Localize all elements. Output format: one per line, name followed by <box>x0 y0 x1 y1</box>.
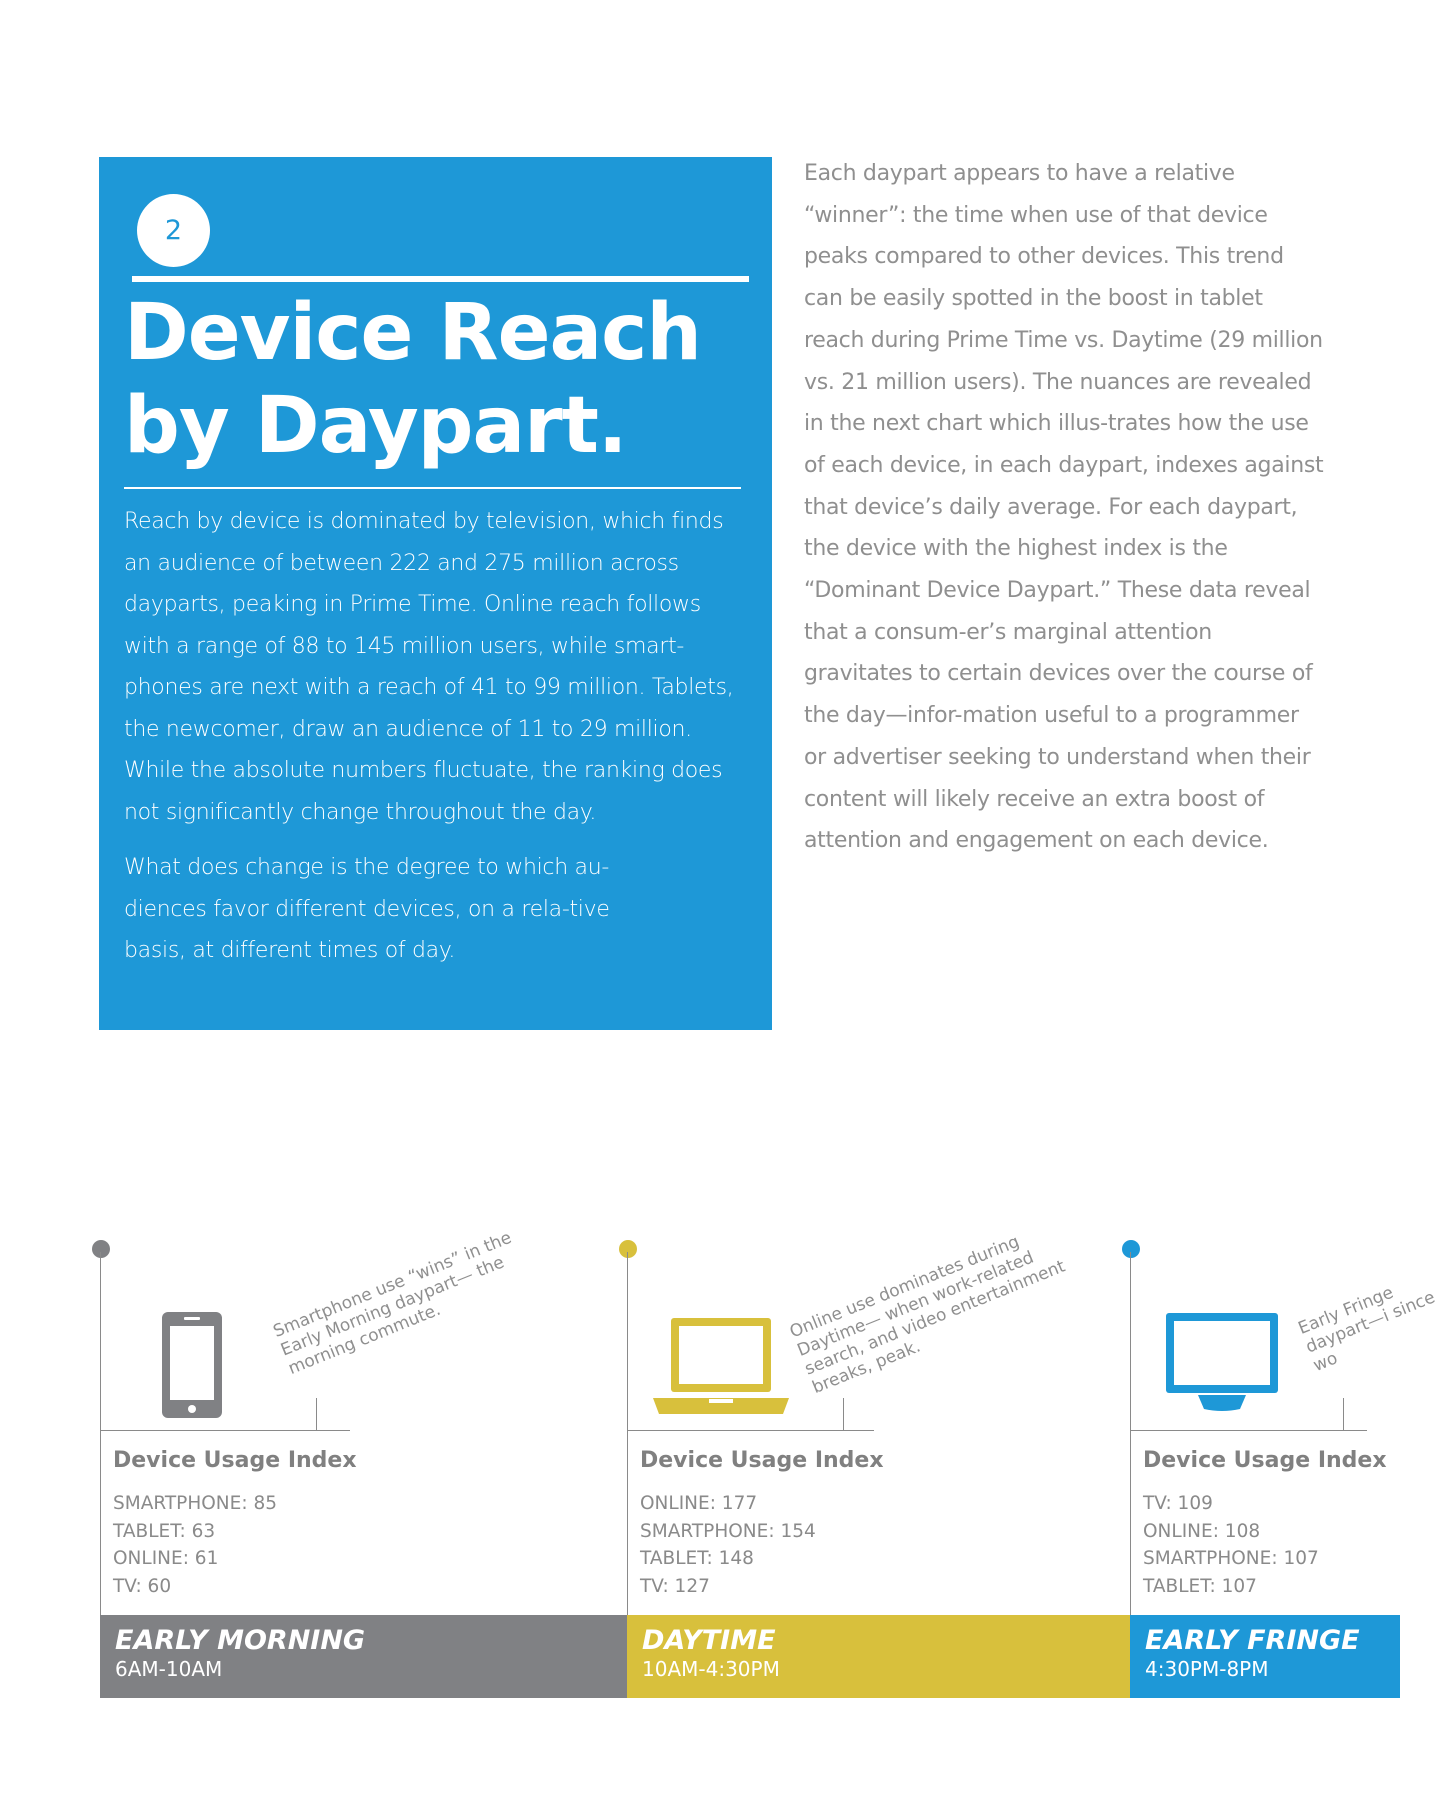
tv-monitor-icon <box>1166 1313 1278 1411</box>
divider-line <box>1130 1430 1367 1431</box>
heading-top-rule <box>132 276 749 282</box>
note-tick <box>316 1398 317 1431</box>
timeline-dot <box>1122 1240 1140 1258</box>
device-usage-index-list <box>113 1490 277 1600</box>
index-item: SMARTPHONE: 154 <box>640 1520 816 1542</box>
index-item: ONLINE: 61 <box>113 1548 219 1569</box>
intro-paragraph-2: What does change is the degree to which au-diences favor different devices, on a rela-tive basis, at different times of day. <box>124 855 610 963</box>
divider-line <box>100 1430 350 1431</box>
daypart-band <box>1130 1615 1400 1698</box>
intro-panel <box>99 157 772 1030</box>
daypart-early-morning <box>100 1227 627 1700</box>
index-item: SMARTPHONE: 85 <box>113 1493 277 1514</box>
index-item: SMARTPHONE: 107 <box>1143 1548 1319 1569</box>
timeline-line <box>1130 1252 1131 1630</box>
note-tick <box>1343 1398 1344 1431</box>
index-item: TV: 127 <box>640 1575 710 1597</box>
index-item: TV: 109 <box>1143 1493 1213 1514</box>
daypart-band <box>627 1615 1130 1698</box>
index-item: TABLET: 148 <box>640 1548 754 1569</box>
section-number-badge: 2 <box>137 194 210 267</box>
daypart-note: Early Fringe daypart—i since wo <box>1295 1282 1438 1376</box>
index-item: TABLET: 107 <box>1143 1575 1257 1597</box>
index-item: TV: 60 <box>113 1575 172 1597</box>
index-item: TABLET: 63 <box>113 1520 216 1542</box>
side-column-text: Each daypart appears to have a relative “winner”: the time when use of that device peaks compared to other devices. This trend can be easily spotted in the boost in tablet reach during Prime Time vs. Daytime (29 million vs. 21 million users). The nuances are revealed in the next chart which illus-trates how the use of each device, in each daypart, indexes against that device’s daily average. For each daypart, the device with the highest index is the “Dominant Device Daypart.” These data reveal that a consum-er’s marginal attention gravitates to certain devices over the course of the day—infor-mation useful to a programmer or advertiser seeking to understand when their content will likely receive an extra boost of attention and engagement on each device. <box>804 161 1324 854</box>
laptop-icon <box>653 1318 789 1414</box>
note-tick <box>843 1398 844 1431</box>
timeline-line <box>627 1252 628 1630</box>
daypart-time: 10AM-4:30PM <box>642 1657 780 1681</box>
device-usage-index-title: Device Usage Index <box>640 1448 884 1473</box>
daypart-band <box>100 1615 627 1698</box>
index-item: ONLINE: 177 <box>640 1493 758 1514</box>
timeline-dot <box>92 1240 110 1258</box>
device-usage-index-list <box>640 1490 816 1600</box>
smartphone-icon <box>162 1312 222 1418</box>
page-heading: Device Reach by Daypart. <box>124 288 701 471</box>
daypart-time: 6AM-10AM <box>115 1657 223 1681</box>
divider-line <box>627 1430 874 1431</box>
timeline-dot <box>619 1240 637 1258</box>
daypart-early-fringe <box>1130 1240 1438 1700</box>
device-usage-index-list <box>1143 1490 1319 1600</box>
daypart-note: Smartphone use “wins” in the Early Morning daypart— the morning commute. <box>270 1227 515 1379</box>
daypart-time: 4:30PM-8PM <box>1145 1657 1269 1681</box>
daypart-daytime <box>627 1231 1130 1700</box>
device-usage-index-title: Device Usage Index <box>1143 1448 1387 1473</box>
intro-text <box>124 501 749 972</box>
daypart-name: DAYTIME <box>642 1625 776 1656</box>
device-usage-index-title: Device Usage Index <box>113 1448 357 1473</box>
timeline-line <box>100 1252 101 1630</box>
daypart-note: Online use dominates during Daytime— when work-related search, and video entertainment breaks, peak. <box>787 1231 1069 1398</box>
intro-paragraph-1: Reach by device is dominated by television, which finds an audience of between 222 and 275 million across dayparts, peaking in Prime Time. Online reach follows with a range of 88 to 145 million users, while smart-phones are next with a reach of 41 to 99 million. Tablets, the newcomer, draw an audience of 11 to 29 million. While the absolute numbers fluctuate, the ranking does not significantly change throughout the day. <box>124 509 734 825</box>
heading-bottom-rule <box>124 487 741 489</box>
index-item: ONLINE: 108 <box>1143 1520 1261 1542</box>
daypart-name: EARLY MORNING <box>115 1625 366 1656</box>
daypart-name: EARLY FRINGE <box>1145 1625 1360 1656</box>
